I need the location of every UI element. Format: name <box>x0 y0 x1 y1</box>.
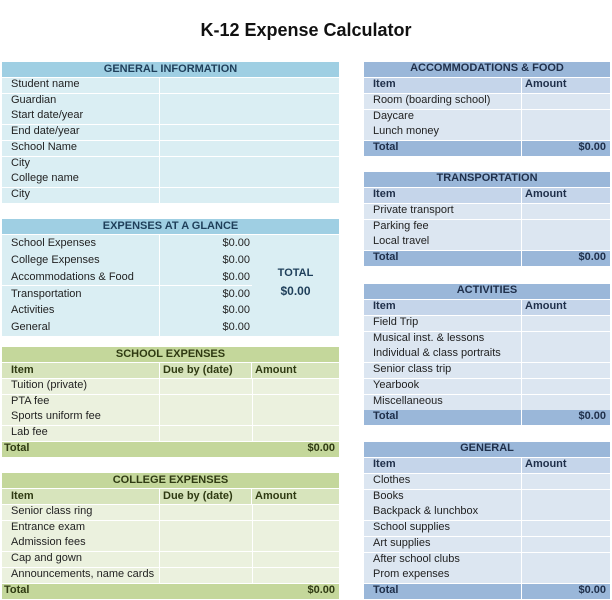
accommodations-item-label: Lunch money <box>364 125 521 140</box>
college-due-input[interactable] <box>159 521 252 536</box>
general-item-label: After school clubs <box>364 553 521 568</box>
glance-label: College Expenses <box>2 252 159 269</box>
college-amount-input[interactable] <box>252 552 339 567</box>
activities-item-label: Field Trip <box>364 316 521 331</box>
transportation-amount-input[interactable] <box>521 220 610 235</box>
school-amount-input[interactable] <box>252 379 339 394</box>
activities-amount-input[interactable] <box>521 347 610 362</box>
school-expenses-section <box>2 347 339 459</box>
college-amount-input[interactable] <box>252 568 339 583</box>
general-amount-input[interactable] <box>521 537 610 552</box>
transportation-total-label: Total <box>364 251 521 266</box>
accommodations-food-section <box>364 62 610 158</box>
college-amount-input[interactable] <box>252 521 339 536</box>
activities-section <box>364 284 610 427</box>
field-input[interactable] <box>159 141 339 156</box>
school-item-label: Sports uniform fee <box>2 410 159 425</box>
school-item-label: PTA fee <box>2 395 159 410</box>
transportation-amount-input[interactable] <box>521 204 610 219</box>
glance-value: $0.00 <box>159 319 252 336</box>
expenses-at-a-glance-section <box>2 219 339 334</box>
glance-value: $0.00 <box>159 269 252 286</box>
glance-label: Activities <box>2 302 159 319</box>
accommodations-item-label: Daycare <box>364 110 521 125</box>
field-input[interactable] <box>159 172 339 187</box>
school-amount-input[interactable] <box>252 395 339 410</box>
field-input[interactable] <box>159 125 339 140</box>
college-amount-input[interactable] <box>252 505 339 520</box>
field-label: College name <box>2 172 159 187</box>
college-item-label: Announcements, name cards <box>2 568 159 583</box>
school-due-input[interactable] <box>159 379 252 394</box>
general-information-header: GENERAL INFORMATION <box>2 62 339 77</box>
field-label: Student name <box>2 78 159 93</box>
college-expenses-section <box>2 473 339 600</box>
glance-label: School Expenses <box>2 235 159 252</box>
school-col-amount: Amount <box>252 363 339 378</box>
general-amount-input[interactable] <box>521 521 610 536</box>
glance-label: Transportation <box>2 286 159 303</box>
accommodations-amount-input[interactable] <box>521 125 610 140</box>
activities-amount-input[interactable] <box>521 379 610 394</box>
glance-total-value: $0.00 <box>280 284 311 298</box>
transportation-amount-input[interactable] <box>521 235 610 250</box>
field-label: End date/year <box>2 125 159 140</box>
school-col-due: Due by (date) <box>160 363 251 378</box>
general-item-label: Clothes <box>364 474 521 489</box>
activities-item-label: Musical inst. & lessons <box>364 332 521 347</box>
field-input[interactable] <box>159 109 339 124</box>
general-section <box>364 442 610 600</box>
field-label: Start date/year <box>2 109 159 124</box>
college-due-input[interactable] <box>159 536 252 551</box>
school-amount-input[interactable] <box>252 426 339 441</box>
college-total-label: Total <box>2 584 252 599</box>
transportation-item-label: Private transport <box>364 204 521 219</box>
field-input[interactable] <box>159 188 339 203</box>
transportation-item-label: Local travel <box>364 235 521 250</box>
general-item-label: Books <box>364 490 521 505</box>
school-item-label: Tuition (private) <box>2 379 159 394</box>
general-header: GENERAL <box>364 442 610 457</box>
general-col-amount: Amount <box>521 458 610 473</box>
college-item-label: Entrance exam <box>2 521 159 536</box>
school-total-value: $0.00 <box>252 442 339 457</box>
general-information-section <box>2 62 339 205</box>
activities-total-value: $0.00 <box>521 410 610 425</box>
general-item-label: Prom expenses <box>364 568 521 583</box>
college-col-item: Item <box>2 489 159 504</box>
activities-item-label: Individual & class portraits <box>364 347 521 362</box>
general-amount-input[interactable] <box>521 490 610 505</box>
college-due-input[interactable] <box>159 568 252 583</box>
college-item-label: Senior class ring <box>2 505 159 520</box>
general-item-label: Backpack & lunchbox <box>364 505 521 520</box>
accommodations-total-value: $0.00 <box>521 141 610 156</box>
accommodations-col-item: Item <box>364 78 521 93</box>
glance-value: $0.00 <box>159 286 252 303</box>
field-label: City <box>2 188 159 203</box>
glance-total-label: TOTAL <box>277 267 314 279</box>
school-due-input[interactable] <box>159 410 252 425</box>
college-col-amount: Amount <box>252 489 339 504</box>
accommodations-total-label: Total <box>364 141 521 156</box>
general-total-label: Total <box>364 584 521 599</box>
field-input[interactable] <box>159 78 339 93</box>
college-amount-input[interactable] <box>252 536 339 551</box>
activities-amount-input[interactable] <box>521 395 610 410</box>
college-col-due: Due by (date) <box>160 489 251 504</box>
field-input[interactable] <box>159 94 339 109</box>
general-amount-input[interactable] <box>521 553 610 568</box>
field-label: Guardian <box>2 94 159 109</box>
college-due-input[interactable] <box>159 505 252 520</box>
transportation-item-label: Parking fee <box>364 220 521 235</box>
activities-amount-input[interactable] <box>521 316 610 331</box>
glance-label: Accommodations & Food <box>2 269 159 286</box>
college-due-input[interactable] <box>159 552 252 567</box>
general-amount-input[interactable] <box>521 474 610 489</box>
accommodations-header: ACCOMMODATIONS & FOOD <box>364 62 610 77</box>
transportation-col-item: Item <box>364 188 521 203</box>
accommodations-col-amount: Amount <box>521 78 610 93</box>
college-total-value: $0.00 <box>252 584 339 599</box>
field-input[interactable] <box>159 157 339 172</box>
college-expenses-header: COLLEGE EXPENSES <box>2 473 339 488</box>
expenses-at-a-glance-header: EXPENSES AT A GLANCE <box>2 219 339 234</box>
page-title: K-12 Expense Calculator <box>200 20 412 40</box>
activities-total-label: Total <box>364 410 521 425</box>
activities-col-item: Item <box>364 300 521 315</box>
activities-header: ACTIVITIES <box>364 284 610 299</box>
glance-value: $0.00 <box>159 235 252 252</box>
activities-item-label: Miscellaneous <box>364 395 521 410</box>
transportation-col-amount: Amount <box>521 188 610 203</box>
school-item-label: Lab fee <box>2 426 159 441</box>
general-amount-input[interactable] <box>521 505 610 520</box>
general-item-label: School supplies <box>364 521 521 536</box>
general-item-label: Art supplies <box>364 537 521 552</box>
accommodations-item-label: Room (boarding school) <box>364 94 521 109</box>
college-item-label: Admission fees <box>2 536 159 551</box>
general-col-item: Item <box>364 458 521 473</box>
college-item-label: Cap and gown <box>2 552 159 567</box>
transportation-total-value: $0.00 <box>521 251 610 266</box>
school-due-input[interactable] <box>159 426 252 441</box>
glance-value: $0.00 <box>159 252 252 269</box>
school-amount-input[interactable] <box>252 410 339 425</box>
transportation-header: TRANSPORTATION <box>364 172 610 187</box>
activities-col-amount: Amount <box>521 300 610 315</box>
general-amount-input[interactable] <box>521 568 610 583</box>
activities-item-label: Yearbook <box>364 379 521 394</box>
accommodations-amount-input[interactable] <box>521 110 610 125</box>
transportation-section <box>364 172 610 268</box>
activities-item-label: Senior class trip <box>364 363 521 378</box>
activities-amount-input[interactable] <box>521 363 610 378</box>
general-total-value: $0.00 <box>521 584 610 599</box>
school-total-label: Total <box>2 442 252 457</box>
field-label: City <box>2 157 159 172</box>
glance-value: $0.00 <box>159 302 252 319</box>
glance-label: General <box>2 319 159 336</box>
school-col-item: Item <box>2 363 159 378</box>
activities-amount-input[interactable] <box>521 332 610 347</box>
school-due-input[interactable] <box>159 395 252 410</box>
school-expenses-header: SCHOOL EXPENSES <box>2 347 339 362</box>
field-label: School Name <box>2 141 159 156</box>
accommodations-amount-input[interactable] <box>521 94 610 109</box>
